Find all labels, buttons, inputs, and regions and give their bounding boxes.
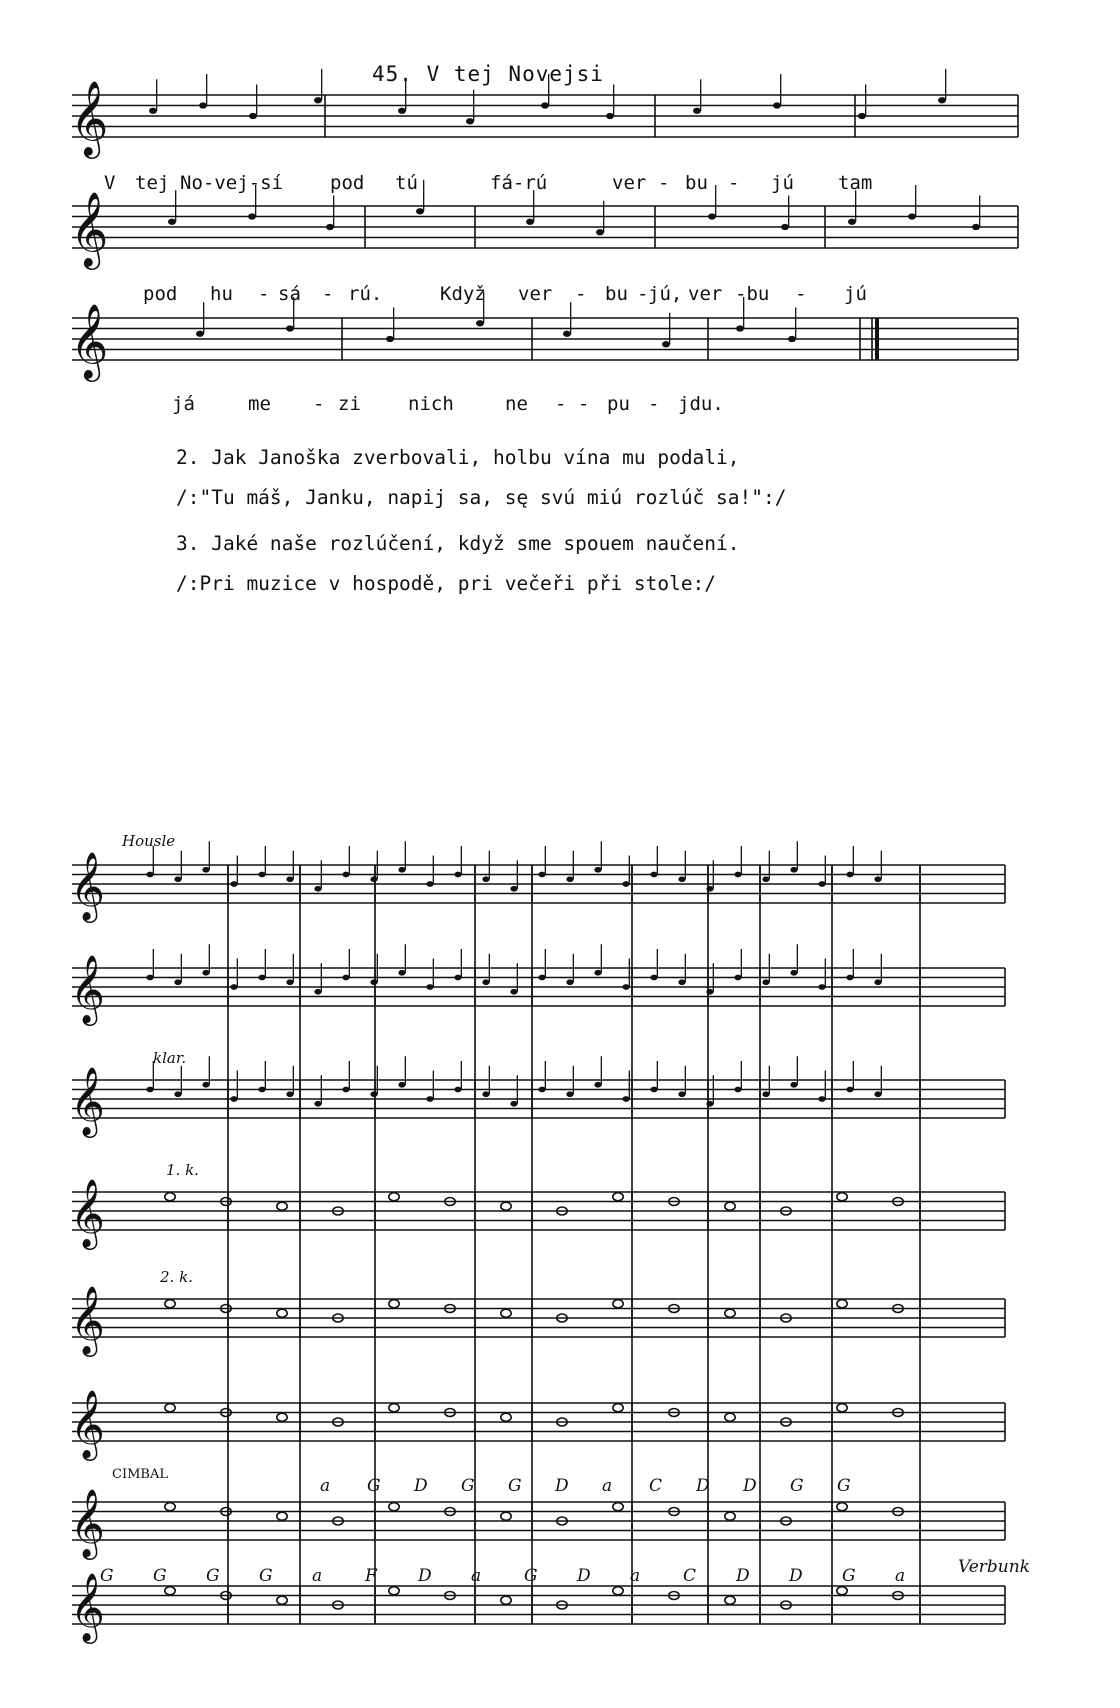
note-head: [146, 872, 153, 878]
half-note-head: [165, 1300, 175, 1308]
note-head: [606, 113, 614, 119]
half-note-head: [501, 1202, 511, 1210]
half-note-head: [837, 1503, 847, 1511]
clarinet-label: klar.: [153, 1049, 187, 1067]
note-head: [736, 325, 744, 331]
treble-clef-icon: 𝄞: [70, 1571, 105, 1641]
treble-clef-icon: 𝄞: [70, 1177, 105, 1247]
song-staff-1: [72, 95, 1018, 137]
note-head: [594, 970, 601, 976]
half-note-head: [613, 1300, 623, 1308]
half-note-head: [837, 1587, 847, 1595]
note-head: [538, 872, 545, 878]
note-head: [454, 975, 461, 981]
lyric-syllable: pod: [330, 172, 365, 194]
horn-2-label: 2. k.: [160, 1268, 193, 1286]
lyric-syllable: rú.: [348, 283, 383, 305]
verse-3-line-2: /:Pri muzice v hospodě, pri večeři při stole:/: [176, 572, 717, 595]
treble-clef-icon: 𝄞: [70, 1388, 105, 1458]
note-head: [286, 876, 293, 882]
note-head: [874, 876, 881, 882]
bass-chord: G: [259, 1566, 273, 1586]
note-head: [398, 970, 405, 976]
note-head: [818, 984, 825, 990]
treble-clef-icon: 𝄞: [70, 1487, 105, 1557]
half-note-head: [725, 1512, 735, 1520]
lyric-syllable: -: [258, 283, 270, 305]
half-note-head: [277, 1309, 287, 1317]
verbunk-annotation: Verbunk: [958, 1557, 1030, 1577]
half-note-head: [613, 1404, 623, 1412]
note-head: [370, 979, 377, 985]
lyric-syllable: ver: [612, 172, 647, 194]
lyric-syllable: -: [322, 283, 334, 305]
lyric-syllable: já: [172, 393, 195, 415]
half-note-head: [725, 1202, 735, 1210]
half-note-head: [501, 1596, 511, 1604]
half-note-head: [277, 1413, 287, 1421]
cimbalom-chord: D: [696, 1476, 710, 1496]
half-note-head: [165, 1404, 175, 1412]
note-head: [196, 331, 204, 337]
bass-chord: D: [789, 1566, 803, 1586]
half-note-head: [165, 1587, 175, 1595]
note-head: [622, 881, 629, 887]
bass-chord: a: [895, 1566, 906, 1586]
note-head: [678, 979, 685, 985]
note-head: [662, 341, 670, 347]
bass-chord: G: [842, 1566, 856, 1586]
half-note-head: [389, 1300, 399, 1308]
cimbalom-chord: a: [602, 1476, 613, 1496]
verse-2-line-1: 2. Jak Janoška zverbovali, holbu vína mu podali,: [176, 446, 740, 469]
note-head: [538, 1087, 545, 1093]
violin-label: Housle: [122, 832, 176, 850]
lyric-syllable: pu: [607, 393, 630, 415]
score-staff-6: [72, 1403, 1005, 1441]
score-staff-2: [72, 968, 1005, 1006]
note-head: [566, 1091, 573, 1097]
lyric-syllable: V: [104, 172, 116, 194]
verse-2-line-2: /:"Tu máš, Janku, napij sa, sę svú miú rozlúč sa!":/: [176, 486, 787, 509]
note-head: [762, 979, 769, 985]
lyric-syllable: ver: [688, 283, 723, 305]
note-head: [541, 102, 549, 108]
note-head: [286, 979, 293, 985]
lyric-syllable: jdu.: [678, 393, 724, 415]
note-head: [326, 224, 334, 230]
half-note-head: [501, 1512, 511, 1520]
note-head: [762, 876, 769, 882]
lyric-syllable: -: [637, 283, 649, 305]
bass-chord: C: [683, 1566, 697, 1586]
lyric-syllable: Když: [440, 283, 486, 305]
note-head: [342, 975, 349, 981]
half-note-head: [277, 1596, 287, 1604]
cimbalom-label: CIMBAL: [112, 1467, 168, 1482]
note-head: [416, 208, 424, 214]
bass-chord: a: [471, 1566, 482, 1586]
half-note-head: [165, 1193, 175, 1201]
half-note-head: [277, 1202, 287, 1210]
note-head: [938, 97, 946, 103]
lyric-syllable: -bu: [735, 283, 770, 305]
lyric-syllable: tam: [838, 172, 873, 194]
note-head: [858, 113, 866, 119]
bass-chord: G: [100, 1566, 114, 1586]
note-head: [874, 979, 881, 985]
note-head: [874, 1091, 881, 1097]
lyric-syllable: hu: [210, 283, 233, 305]
note-head: [146, 1087, 153, 1093]
cimbalom-chord: G: [367, 1476, 381, 1496]
score-staff-3: [72, 1080, 1005, 1118]
note-head: [386, 336, 394, 342]
note-head: [476, 320, 484, 326]
note-head: [566, 876, 573, 882]
note-head: [846, 975, 853, 981]
note-head: [678, 876, 685, 882]
half-note-head: [389, 1404, 399, 1412]
note-head: [650, 975, 657, 981]
note-head: [762, 1091, 769, 1097]
cimbalom-chord: D: [743, 1476, 757, 1496]
note-head: [202, 1082, 209, 1088]
score-staff-1: [72, 865, 1005, 903]
score-staff-8: [72, 1586, 1005, 1624]
bass-chord: G: [153, 1566, 167, 1586]
note-head: [398, 867, 405, 873]
half-note-head: [613, 1503, 623, 1511]
half-note-head: [725, 1309, 735, 1317]
half-note-head: [165, 1503, 175, 1511]
lyric-syllable: ver: [518, 283, 553, 305]
bass-chord: D: [577, 1566, 591, 1586]
note-head: [538, 975, 545, 981]
lyric-syllable: -: [648, 393, 660, 415]
note-head: [202, 867, 209, 873]
note-head: [342, 1087, 349, 1093]
note-head: [258, 1087, 265, 1093]
note-head: [454, 872, 461, 878]
lyric-syllable: me: [248, 393, 271, 415]
note-head: [972, 224, 980, 230]
note-head: [846, 872, 853, 878]
treble-clef-icon: 𝄞: [70, 850, 105, 920]
lyric-syllable: - -: [555, 393, 590, 415]
note-head: [426, 1096, 433, 1102]
note-head: [734, 872, 741, 878]
note-head: [818, 1096, 825, 1102]
lyric-syllable: tú: [395, 172, 418, 194]
lyric-syllable: fá-rú: [490, 172, 548, 194]
note-head: [249, 113, 257, 119]
lyric-syllable: -: [313, 393, 325, 415]
note-head: [230, 984, 237, 990]
note-head: [370, 876, 377, 882]
half-note-head: [837, 1193, 847, 1201]
note-head: [526, 219, 534, 225]
note-head: [788, 336, 796, 342]
note-head: [370, 1091, 377, 1097]
half-note-head: [725, 1596, 735, 1604]
lyric-syllable: tej: [135, 172, 170, 194]
note-head: [510, 1101, 517, 1107]
score-staff-5: [72, 1299, 1005, 1337]
note-head: [342, 872, 349, 878]
note-head: [426, 984, 433, 990]
note-head: [398, 1082, 405, 1088]
note-head: [174, 1091, 181, 1097]
note-head: [482, 979, 489, 985]
note-head: [314, 989, 321, 995]
cimbalom-chord: C: [649, 1476, 663, 1496]
half-note-head: [837, 1300, 847, 1308]
note-head: [734, 975, 741, 981]
lyric-syllable: jú,: [648, 283, 683, 305]
note-head: [146, 975, 153, 981]
note-head: [846, 1087, 853, 1093]
note-head: [908, 213, 916, 219]
bass-chord: D: [418, 1566, 432, 1586]
lyric-syllable: bu: [685, 172, 708, 194]
lyric-syllable: -: [728, 172, 740, 194]
treble-clef-icon: 𝄞: [70, 192, 109, 268]
song-staff-2: [72, 206, 1018, 248]
bass-chord: G: [524, 1566, 538, 1586]
lyric-syllable: -: [795, 283, 807, 305]
note-head: [230, 881, 237, 887]
half-note-head: [389, 1587, 399, 1595]
cimbalom-chord: D: [555, 1476, 569, 1496]
bass-chord: a: [312, 1566, 323, 1586]
lyric-syllable: sá: [278, 283, 301, 305]
lyric-syllable: -: [658, 172, 670, 194]
note-head: [314, 1101, 321, 1107]
lyric-syllable: -: [575, 283, 587, 305]
note-head: [773, 102, 781, 108]
note-head: [466, 118, 474, 124]
lyric-syllable: No-vej-sí: [180, 172, 283, 194]
note-head: [258, 872, 265, 878]
note-head: [314, 97, 322, 103]
note-head: [230, 1096, 237, 1102]
note-head: [622, 984, 629, 990]
note-head: [199, 102, 207, 108]
treble-clef-icon: 𝄞: [70, 1065, 105, 1135]
lyric-syllable: nich: [408, 393, 454, 415]
cimbalom-chord: G: [508, 1476, 522, 1496]
half-note-head: [837, 1404, 847, 1412]
note-head: [781, 224, 789, 230]
half-note-head: [501, 1309, 511, 1317]
note-head: [678, 1091, 685, 1097]
note-head: [563, 331, 571, 337]
note-head: [510, 989, 517, 995]
lyric-syllable: pod: [143, 283, 178, 305]
lyric-syllable: jú: [771, 172, 794, 194]
note-head: [594, 1082, 601, 1088]
horn-1-label: 1. k.: [166, 1161, 199, 1179]
note-head: [734, 1087, 741, 1093]
cimbalom-chord: G: [790, 1476, 804, 1496]
lyric-syllable: zi: [338, 393, 361, 415]
half-note-head: [501, 1413, 511, 1421]
note-head: [286, 325, 294, 331]
lyric-syllable: jú: [844, 283, 867, 305]
note-head: [168, 219, 176, 225]
note-head: [566, 979, 573, 985]
treble-clef-icon: 𝄞: [70, 81, 109, 157]
note-head: [650, 1087, 657, 1093]
note-head: [693, 108, 701, 114]
note-head: [398, 108, 406, 114]
note-head: [482, 1091, 489, 1097]
note-head: [510, 886, 517, 892]
note-head: [286, 1091, 293, 1097]
half-note-head: [389, 1193, 399, 1201]
note-head: [708, 213, 716, 219]
song-title: 45. V tej Novejsi: [372, 62, 604, 86]
cimbalom-chord: G: [837, 1476, 851, 1496]
cimbalom-chord: G: [461, 1476, 475, 1496]
half-note-head: [613, 1193, 623, 1201]
cimbalom-chord: a: [320, 1476, 331, 1496]
note-head: [258, 975, 265, 981]
note-head: [594, 867, 601, 873]
note-head: [790, 867, 797, 873]
note-head: [174, 979, 181, 985]
note-head: [482, 876, 489, 882]
note-head: [818, 881, 825, 887]
half-note-head: [725, 1413, 735, 1421]
note-head: [622, 1096, 629, 1102]
note-head: [426, 881, 433, 887]
lyric-syllable: ne: [505, 393, 528, 415]
note-head: [848, 219, 856, 225]
note-head: [149, 108, 157, 114]
lyric-syllable: bu: [605, 283, 628, 305]
treble-clef-icon: 𝄞: [70, 1284, 105, 1354]
bass-chord: D: [736, 1566, 750, 1586]
note-head: [248, 213, 256, 219]
treble-clef-icon: 𝄞: [70, 304, 109, 380]
verse-3-line-1: 3. Jaké naše rozlúčení, když sme spouem naučení.: [176, 532, 740, 555]
half-note-head: [613, 1587, 623, 1595]
note-head: [650, 872, 657, 878]
treble-clef-icon: 𝄞: [70, 953, 105, 1023]
note-head: [596, 229, 604, 235]
note-head: [790, 1082, 797, 1088]
note-head: [790, 970, 797, 976]
score-staff-7: [72, 1502, 1005, 1540]
note-head: [202, 970, 209, 976]
note-head: [314, 886, 321, 892]
score-staff-4: [72, 1192, 1005, 1230]
note-head: [174, 876, 181, 882]
note-head: [454, 1087, 461, 1093]
half-note-head: [277, 1512, 287, 1520]
bass-chord: F: [365, 1566, 377, 1586]
bass-chord: G: [206, 1566, 220, 1586]
half-note-head: [389, 1503, 399, 1511]
bass-chord: a: [630, 1566, 641, 1586]
cimbalom-chord: D: [414, 1476, 428, 1496]
